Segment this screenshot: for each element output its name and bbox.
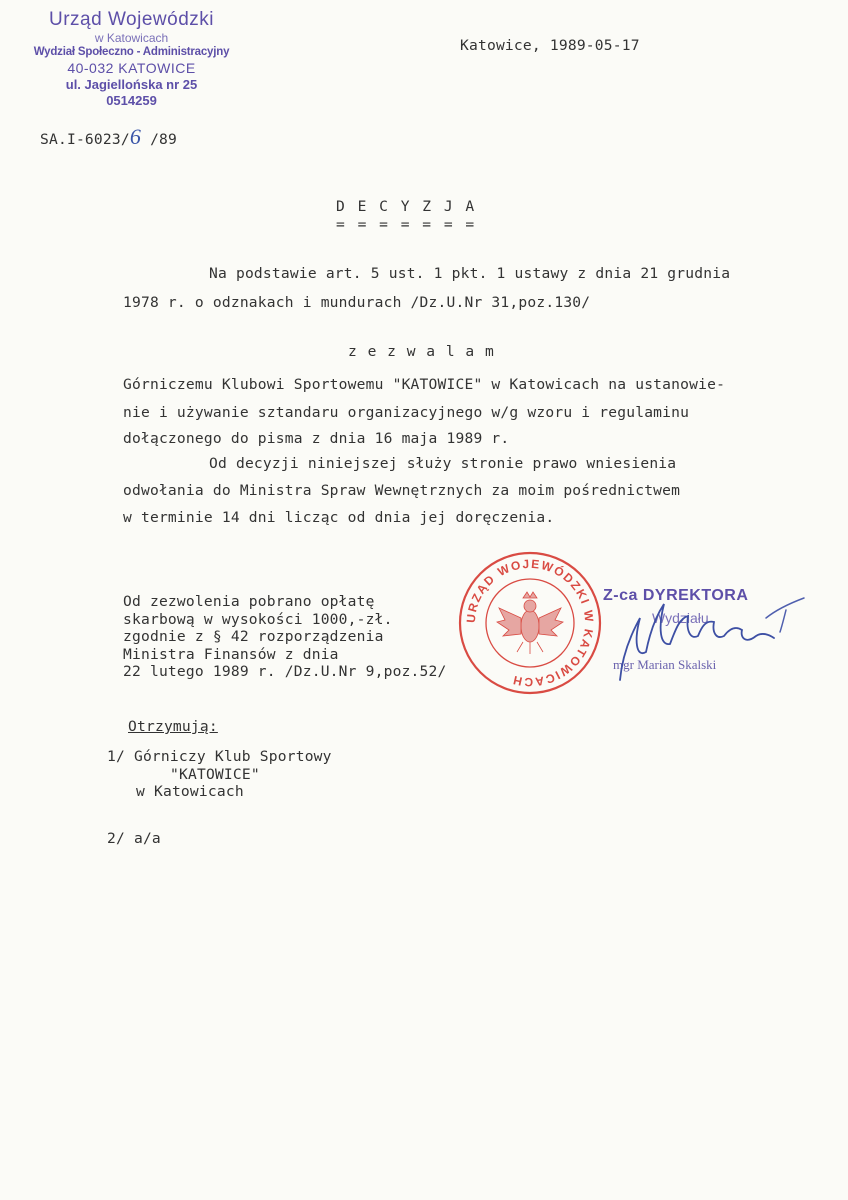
decision-line-2: nie i używanie sztandaru organizacyjnego w/g wzoru i regulaminu [123,404,690,421]
office-code: 0514259 [106,92,157,108]
office-city: w Katowicach [94,31,169,45]
legal-basis-line-1: Na podstawie art. 5 ust. 1 pkt. 1 ustawy z dnia 21 grudnia [209,265,731,282]
office-name: Urząd Wojewódzki [49,9,214,30]
reference-suffix: /89 [141,131,178,148]
decision-line-3: dołączonego do pisma z dnia 16 maja 1989 r. [123,430,510,447]
fee-note [123,593,447,681]
title-underline: = = = = = = = [336,216,477,233]
decision-line-1: Górniczemu Klubowi Sportowemu "KATOWICE" w Katowicach na ustanowie- [123,376,726,393]
office-department: Wydział Społeczno - Administracyjny [33,46,230,58]
reference-prefix: SA.I-6023/ [40,131,130,148]
document-title: D E C Y Z J A [336,198,477,215]
office-street: ul. Jagiellońska nr 25 [65,76,198,92]
permit-word: z e z w a l a m [348,343,495,360]
fee-note-line-3: zgodnie z § 42 rozporządzenia [123,628,384,645]
decision-line-6: w terminie 14 dni licząc od dnia jej doręczenia. [123,509,555,526]
round-seal [455,548,605,698]
recipient-2: 2/ a/a [107,830,161,847]
fee-note-line-2: skarbową w wysokości 1000,-zł. [123,610,393,628]
recipient-1-line-1: 1/ Górniczy Klub Sportowy [107,748,332,765]
handwritten-signature [590,588,810,688]
place-date: Katowice, 1989-05-17 [460,37,640,54]
recipients-heading: Otrzymują: [128,718,218,735]
signature-title: Z-ca DYREKTORA [603,587,749,604]
legal-basis-line-2: 1978 r. o odznakach i mundurach /Dz.U.Nr 31,poz.130/ [123,294,591,311]
decision-line-5: odwołania do Ministra Spraw Wewnętrznych za moim pośrednictwem [123,482,681,499]
recipient-1-line-2: "KATOWICE" [170,766,260,783]
reference-handwritten: 6 [129,124,142,149]
recipient-1-line-3: w Katowicach [136,783,244,800]
fee-note-line-5: 22 lutego 1989 r. /Dz.U.Nr 9,poz.52/ [123,663,447,680]
signature-name: mgr Marian Skalski [613,657,717,672]
reference-number [40,124,177,150]
decision-line-4: Od decyzji niniejszej służy stronie prawo wniesienia [209,455,677,472]
fee-note-line-4: Ministra Finansów z dnia [123,645,339,663]
signature-subtitle: Wydziału [652,610,709,626]
office-postal: 40-032 KATOWICE [67,59,196,76]
round-seal-text-path: URZĄD WOJEWÓDZKI W KATOWICACH [463,556,597,690]
eagle-emblem-icon [497,592,563,654]
fee-note-line-1: Od zezwolenia pobrano opłatę [123,593,375,610]
office-stamp [24,10,239,107]
